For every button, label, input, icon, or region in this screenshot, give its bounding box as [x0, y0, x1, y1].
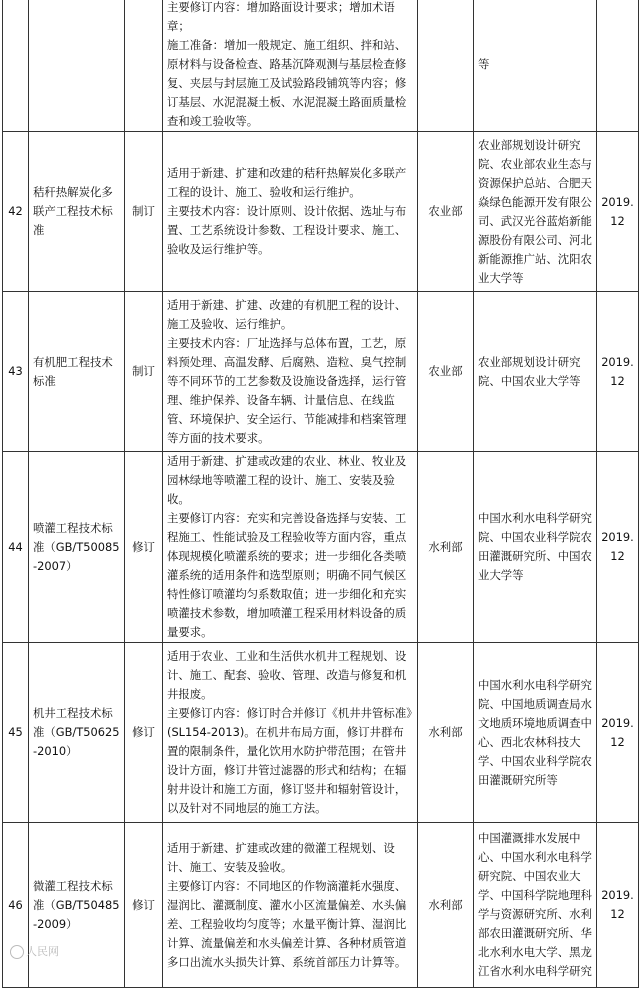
- drafting-units: 中国水利水电科学研究院、中国农业科学院农田灌溉研究所、中国农业大学等: [478, 511, 592, 582]
- standard-content-cell: [163, 0, 418, 132]
- work-type: 修订: [132, 539, 155, 554]
- department: 水利部: [428, 897, 463, 912]
- content-paragraph: 主要技术内容：厂址选择与总体布置，工艺，原料预处理、高温发酵、后腐熟、造粒、臭气控制等不同环节的工艺参数及设施设备选择，运行管理、维护保养、设备车辆、计量信息、在线监管、环境保护、安全运行、节能减排和档案管理等方面的技术要求。: [167, 335, 407, 445]
- row-number-cell: [3, 452, 29, 643]
- completion-date: 2019.12: [601, 194, 634, 228]
- standard-content-cell: [163, 823, 418, 988]
- standard-content-cell: [163, 452, 418, 643]
- standard-content-cell: [163, 292, 418, 452]
- row-number: 46: [8, 897, 23, 912]
- work-type-cell: [125, 643, 163, 823]
- completion-date-cell: [597, 823, 639, 988]
- completion-date-cell: [597, 452, 639, 643]
- completion-date: 2019.12: [601, 715, 634, 749]
- department: 农业部: [428, 204, 463, 218]
- row-number-cell: [3, 292, 29, 452]
- drafting-units-cell: [474, 132, 597, 292]
- table-row: [3, 132, 639, 292]
- department-cell: [418, 292, 474, 452]
- standard-name-cell: [29, 823, 125, 988]
- department: 农业部: [428, 364, 463, 378]
- standard-content-cell: [163, 643, 418, 823]
- completion-date-cell: [597, 643, 639, 823]
- watermark: 人民网: [10, 943, 59, 959]
- row-number: 45: [8, 725, 23, 739]
- drafting-units-cell: [474, 643, 597, 823]
- table-row: [3, 292, 639, 452]
- content-paragraph: 主要修订内容：修订时合并修订《机井井管标准》(SL154-2013)。在机井布局方面，修订井群布置的限制条件，量化饮用水防护带范围；在管井设计方面，修订井管过滤器的形式和结构；在辐射井设计和施工方面，修订竖井和辐射管设计，以及针对不同地层的施工方法。: [167, 706, 412, 815]
- completion-date-cell: [597, 292, 639, 452]
- drafting-units: 等: [478, 57, 490, 71]
- content-paragraph: 主要技术内容：设计原则、设计依据、选址与布置、工艺系统设计参数、工程设计要求、施工、验收及运行维护等。: [167, 204, 407, 256]
- content-paragraph: 适用于新建、扩建或改建的农业、林业、牧业及园林绿地等喷灌工程的设计、施工、安装及验收。: [167, 454, 407, 506]
- completion-date: 2019.12: [601, 530, 634, 563]
- department-cell: [418, 132, 474, 292]
- work-type-cell: [125, 132, 163, 292]
- work-type: 修订: [132, 725, 155, 739]
- department-cell: [418, 452, 474, 643]
- standard-name: 有机肥工程技术标准: [33, 354, 113, 388]
- standard-name-cell: [29, 292, 125, 452]
- table-row: [3, 643, 639, 823]
- standard-name-cell: [29, 0, 125, 132]
- work-type-cell: [125, 292, 163, 452]
- standard-name: 秸秆热解炭化多联产工程技术标准: [33, 185, 113, 237]
- standard-name-cell: [29, 452, 125, 643]
- drafting-units: 农业部规划设计研究院、中国农业大学等: [478, 354, 581, 388]
- drafting-units-cell: [474, 0, 597, 132]
- department: 水利部: [428, 539, 463, 554]
- standard-name: 喷灌工程技术标准（GB/T50085-2007）: [33, 520, 120, 573]
- drafting-units-cell: [474, 292, 597, 452]
- drafting-units: 中国灌溉排水发展中心、中国水利水电科学研究院、中国农业大学、中国科学院地理科学与资源研究所、水利部农田灌溉研究所、华北水利水电大学、黑龙江省水利水电科学研究: [478, 831, 592, 978]
- drafting-units: 中国水利水电科学研究院、中国地质调查局水文地质环境地质调查中心、西北农林科技大学、中国农业科学院农田灌溉研究所等: [478, 677, 592, 787]
- completion-date-cell: [597, 0, 639, 132]
- watermark-logo-icon: [10, 945, 24, 959]
- work-type: 制订: [132, 364, 155, 378]
- department-cell: [418, 823, 474, 988]
- work-type-cell: [125, 0, 163, 132]
- department: 水利部: [428, 725, 463, 739]
- row-number-cell: [3, 132, 29, 292]
- standard-name: 微灌工程技术标准（GB/T50485-2009）: [33, 878, 120, 931]
- department-cell: [418, 0, 474, 132]
- row-number-cell: [3, 643, 29, 823]
- standard-name-cell: [29, 132, 125, 292]
- completion-date: 2019.12: [601, 888, 634, 921]
- row-number: 43: [8, 364, 23, 378]
- standard-content-cell: [163, 132, 418, 292]
- standard-name: 机井工程技术标准（GB/T50625-2010）: [33, 706, 120, 758]
- row-number: 44: [8, 539, 23, 554]
- content-paragraph: 施工准备：增加一般规定、施工组织、拌和站、原材料与设备检查、路基沉降观测与基层检查修复、夹层与封层施工及试验路段铺筑等内容；修订基层、水泥混凝土板、水泥混凝土路面质量检查和竣工验收等。: [167, 38, 407, 128]
- content-paragraph: 适用于新建、扩建或改建的微灌工程规划、设计、施工、安装及验收。: [167, 840, 395, 874]
- completion-date: 2019.12: [601, 354, 634, 388]
- row-number-cell: [3, 823, 29, 988]
- content-paragraph: 适用于农业、工业和生活供水机井工程规划、设计、施工、配套、验收、管理、改造与修复和机井报废。: [167, 649, 407, 701]
- work-type: 修订: [132, 897, 155, 912]
- row-number-cell: [3, 0, 29, 132]
- work-type: 制订: [132, 204, 155, 218]
- drafting-units-cell: [474, 452, 597, 643]
- drafting-units-cell: [474, 823, 597, 988]
- standards-table: [2, 0, 639, 988]
- table-row: [3, 823, 639, 988]
- table-row: [3, 452, 639, 643]
- standard-name-cell: [29, 643, 125, 823]
- content-paragraph: 主要修订内容：充实和完善设备选择与安装、工程施工、性能试验及工程验收等方面内容，重点体现规模化喷灌系统的要求；进一步细化各类喷灌系统的适用条件和选型原则；明确不同气候区特性修订喷灌均匀系数取值；进一步细化和充实喷灌技术参数，增加喷灌工程采用材料设备的质量要求。: [167, 511, 407, 639]
- drafting-units: 农业部规划设计研究院、农业部农业生态与资源保护总站、合肥天焱绿色能源开发有限公司、武汉光谷蓝焰新能源股份有限公司、河北新能源推广站、沈阳农业大学等: [478, 137, 592, 285]
- content-paragraph: 主要修订内容：不同地区的作物滴灌耗水强度、湿润比、灌溉制度、灌水小区流量偏差、水头偏差、工程验收均匀度等；水量平衡计算、湿润比计算、流量偏差和水头偏差计算、各种材质管道多口出流水头损失计算、系统首部压力计算等。: [167, 878, 407, 969]
- content-paragraph: 适用于新建、扩建和改建的秸秆热解炭化多联产工程的设计、施工、验收和运行维护。: [167, 166, 407, 199]
- work-type-cell: [125, 452, 163, 643]
- content-paragraph: 适用于新建、扩建、改建的有机肥工程的设计、施工及验收、运行维护。: [167, 297, 407, 331]
- department-cell: [418, 643, 474, 823]
- completion-date-cell: [597, 132, 639, 292]
- work-type-cell: [125, 823, 163, 988]
- table-row: [3, 0, 639, 132]
- row-number: 42: [8, 204, 23, 218]
- content-paragraph: 主要修订内容：增加路面设计要求；增加术语章；: [167, 0, 395, 33]
